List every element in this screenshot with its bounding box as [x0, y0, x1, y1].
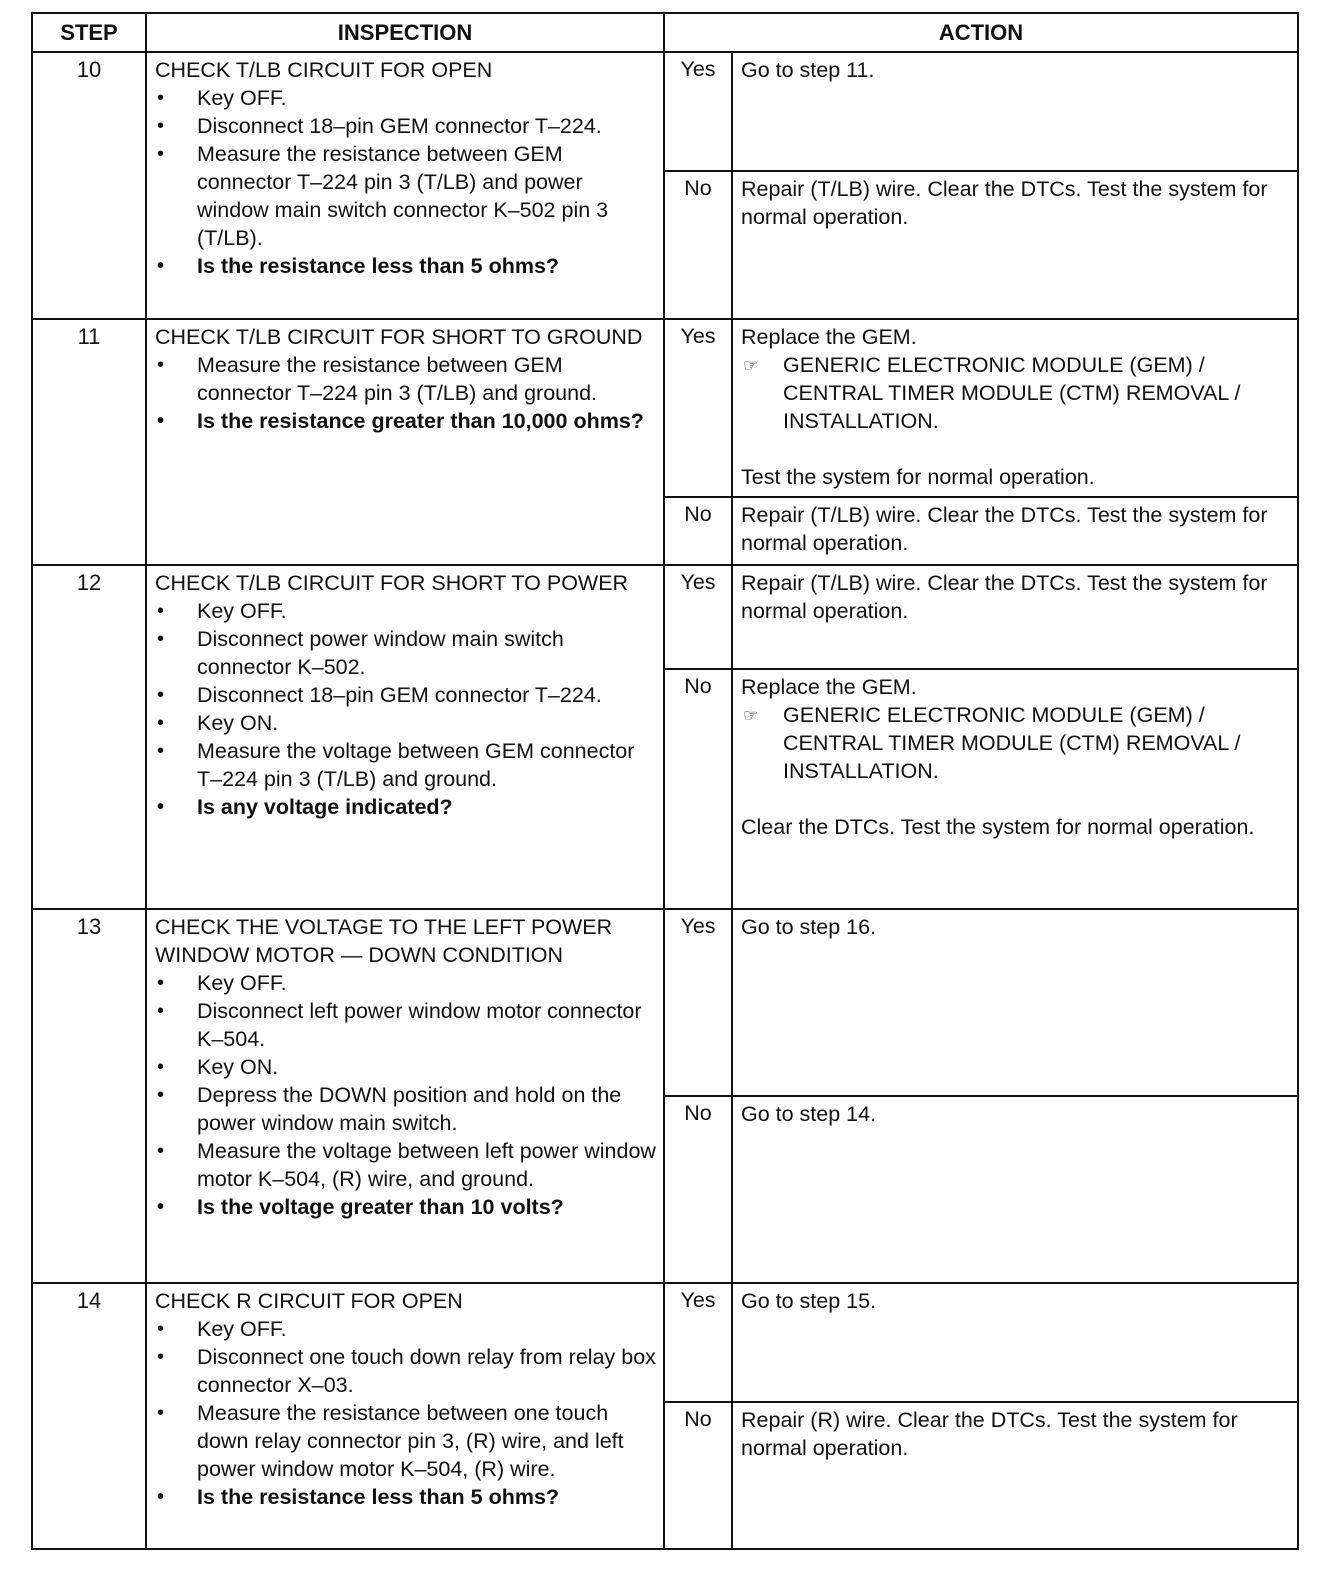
no-action: Repair (T/LB) wire. Clear the DTCs. Test the system for normal operation. — [732, 497, 1298, 565]
inspection-list — [155, 1315, 657, 1511]
reference-link[interactable]: ☞ GENERIC ELECTRONIC MODULE (GEM) / CENTRAL TIMER MODULE (CTM) REMOVAL / INSTALLATION. — [743, 353, 1241, 433]
step-number: 11 — [32, 319, 146, 565]
yes-action: Repair (T/LB) wire. Clear the DTCs. Test the system for normal operation. — [732, 565, 1298, 669]
inspection-question: • Is any voltage indicated? — [157, 795, 453, 819]
step-14-inspection — [146, 1283, 664, 1549]
header-action: ACTION — [664, 13, 1298, 52]
bullet-icon: • — [157, 354, 165, 376]
list-item: • Key OFF. — [157, 971, 287, 995]
step-12-inspection — [146, 565, 664, 909]
list-item: • Key ON. — [157, 711, 279, 735]
yes-label: Yes — [664, 52, 732, 171]
bullet-icon: • — [157, 600, 165, 622]
yes-label: Yes — [664, 565, 732, 669]
list-item: • Disconnect power window main switch connector K–502. — [157, 627, 564, 679]
bullet-icon: • — [157, 796, 165, 818]
bullet-icon: • — [157, 972, 165, 994]
header-row — [32, 13, 1298, 52]
no-label: No — [664, 1096, 732, 1283]
step-11-yes-row — [32, 319, 1298, 497]
step-11-inspection — [146, 319, 664, 565]
list-item: • Disconnect one touch down relay from relay box connector X–03. — [157, 1345, 656, 1397]
bullet-icon: • — [157, 628, 165, 650]
diagnostic-table — [31, 12, 1299, 1550]
list-item: • Measure the resistance between GEM connector T–224 pin 3 (T/LB) and power window main switch connector K–502 pin 3 (T/LB). — [157, 142, 609, 250]
list-item: • Key OFF. — [157, 86, 287, 110]
bullet-icon: • — [157, 684, 165, 706]
bullet-icon: • — [157, 1318, 165, 1340]
list-item: • Depress the DOWN position and hold on the power window main switch. — [157, 1083, 622, 1135]
no-label: No — [664, 669, 732, 909]
inspection-question: • Is the resistance less than 5 ohms? — [157, 1485, 560, 1509]
list-item: • Key OFF. — [157, 599, 287, 623]
step-number: 10 — [32, 52, 146, 319]
inspection-title: CHECK THE VOLTAGE TO THE LEFT POWER WINDOW MOTOR — DOWN CONDITION — [155, 915, 613, 967]
inspection-list — [155, 597, 657, 821]
bullet-icon: • — [157, 712, 165, 734]
inspection-list — [155, 351, 657, 435]
yes-label: Yes — [664, 319, 732, 497]
no-action: Replace the GEM. ☞ GENERIC ELECTRONIC MODULE (GEM) / CENTRAL TIMER MODULE (CTM) REMOVAL / INSTALLATION. Clear the DTCs. Test the system for normal operation. — [732, 669, 1298, 909]
bullet-icon: • — [157, 1000, 165, 1022]
yes-action: Go to step 15. — [732, 1283, 1298, 1402]
inspection-question: • Is the resistance less than 5 ohms? — [157, 254, 560, 278]
yes-action: Replace the GEM. ☞ GENERIC ELECTRONIC MODULE (GEM) / CENTRAL TIMER MODULE (CTM) REMOVAL / INSTALLATION. Test the system for normal operation. — [732, 319, 1298, 497]
bullet-icon: • — [157, 143, 165, 165]
inspection-title: CHECK T/LB CIRCUIT FOR SHORT TO GROUND — [155, 325, 643, 349]
bullet-icon: • — [157, 1084, 165, 1106]
bullet-icon: • — [157, 1140, 165, 1162]
list-item: • Measure the voltage between left power window motor K–504, (R) wire, and ground. — [157, 1139, 656, 1191]
header-inspection: INSPECTION — [146, 13, 664, 52]
step-14-yes-row — [32, 1283, 1298, 1402]
bullet-icon: • — [157, 255, 165, 277]
no-action: Repair (T/LB) wire. Clear the DTCs. Test the system for normal operation. — [732, 171, 1298, 319]
no-action: Go to step 14. — [732, 1096, 1298, 1283]
step-10-inspection — [146, 52, 664, 319]
list-item: • Measure the resistance between one touch down relay connector pin 3, (R) wire, and left power window motor K–504, (R) wire. — [157, 1401, 624, 1481]
no-action: Repair (R) wire. Clear the DTCs. Test the system for normal operation. — [732, 1402, 1298, 1549]
pointing-hand-icon: ☞ — [743, 706, 759, 725]
yes-label: Yes — [664, 909, 732, 1096]
step-number: 12 — [32, 565, 146, 909]
inspection-question: • Is the voltage greater than 10 volts? — [157, 1195, 564, 1219]
header-step: STEP — [32, 13, 146, 52]
inspection-title: CHECK R CIRCUIT FOR OPEN — [155, 1289, 463, 1313]
bullet-icon: • — [157, 1056, 165, 1078]
no-label: No — [664, 1402, 732, 1549]
step-number: 13 — [32, 909, 146, 1283]
bullet-icon: • — [157, 1402, 165, 1424]
bullet-icon: • — [157, 1346, 165, 1368]
bullet-icon: • — [157, 410, 165, 432]
inspection-question: • Is the resistance greater than 10,000 ohms? — [157, 409, 644, 433]
list-item: • Disconnect 18–pin GEM connector T–224. — [157, 683, 602, 707]
list-item: • Disconnect 18–pin GEM connector T–224. — [157, 114, 602, 138]
step-10-yes-row — [32, 52, 1298, 171]
step-number: 14 — [32, 1283, 146, 1549]
step-12-yes-row — [32, 565, 1298, 669]
bullet-icon: • — [157, 1486, 165, 1508]
inspection-title: CHECK T/LB CIRCUIT FOR OPEN — [155, 58, 493, 82]
list-item: • Measure the voltage between GEM connector T–224 pin 3 (T/LB) and ground. — [157, 739, 635, 791]
list-item: • Key ON. — [157, 1055, 279, 1079]
step-13-yes-row — [32, 909, 1298, 1096]
list-item: • Disconnect left power window motor connector K–504. — [157, 999, 642, 1051]
list-item: • Key OFF. — [157, 1317, 287, 1341]
list-item: • Measure the resistance between GEM connector T–224 pin 3 (T/LB) and ground. — [157, 353, 597, 405]
no-label: No — [664, 171, 732, 319]
bullet-icon: • — [157, 1196, 165, 1218]
step-13-inspection — [146, 909, 664, 1283]
inspection-list — [155, 969, 657, 1221]
bullet-icon: • — [157, 115, 165, 137]
bullet-icon: • — [157, 87, 165, 109]
inspection-title: CHECK T/LB CIRCUIT FOR SHORT TO POWER — [155, 571, 629, 595]
reference-link[interactable]: ☞ GENERIC ELECTRONIC MODULE (GEM) / CENTRAL TIMER MODULE (CTM) REMOVAL / INSTALLATION. — [743, 703, 1241, 783]
inspection-list — [155, 84, 657, 280]
yes-action: Go to step 16. — [732, 909, 1298, 1096]
pointing-hand-icon: ☞ — [743, 356, 759, 375]
yes-label: Yes — [664, 1283, 732, 1402]
bullet-icon: • — [157, 740, 165, 762]
no-label: No — [664, 497, 732, 565]
yes-action: Go to step 11. — [732, 52, 1298, 171]
